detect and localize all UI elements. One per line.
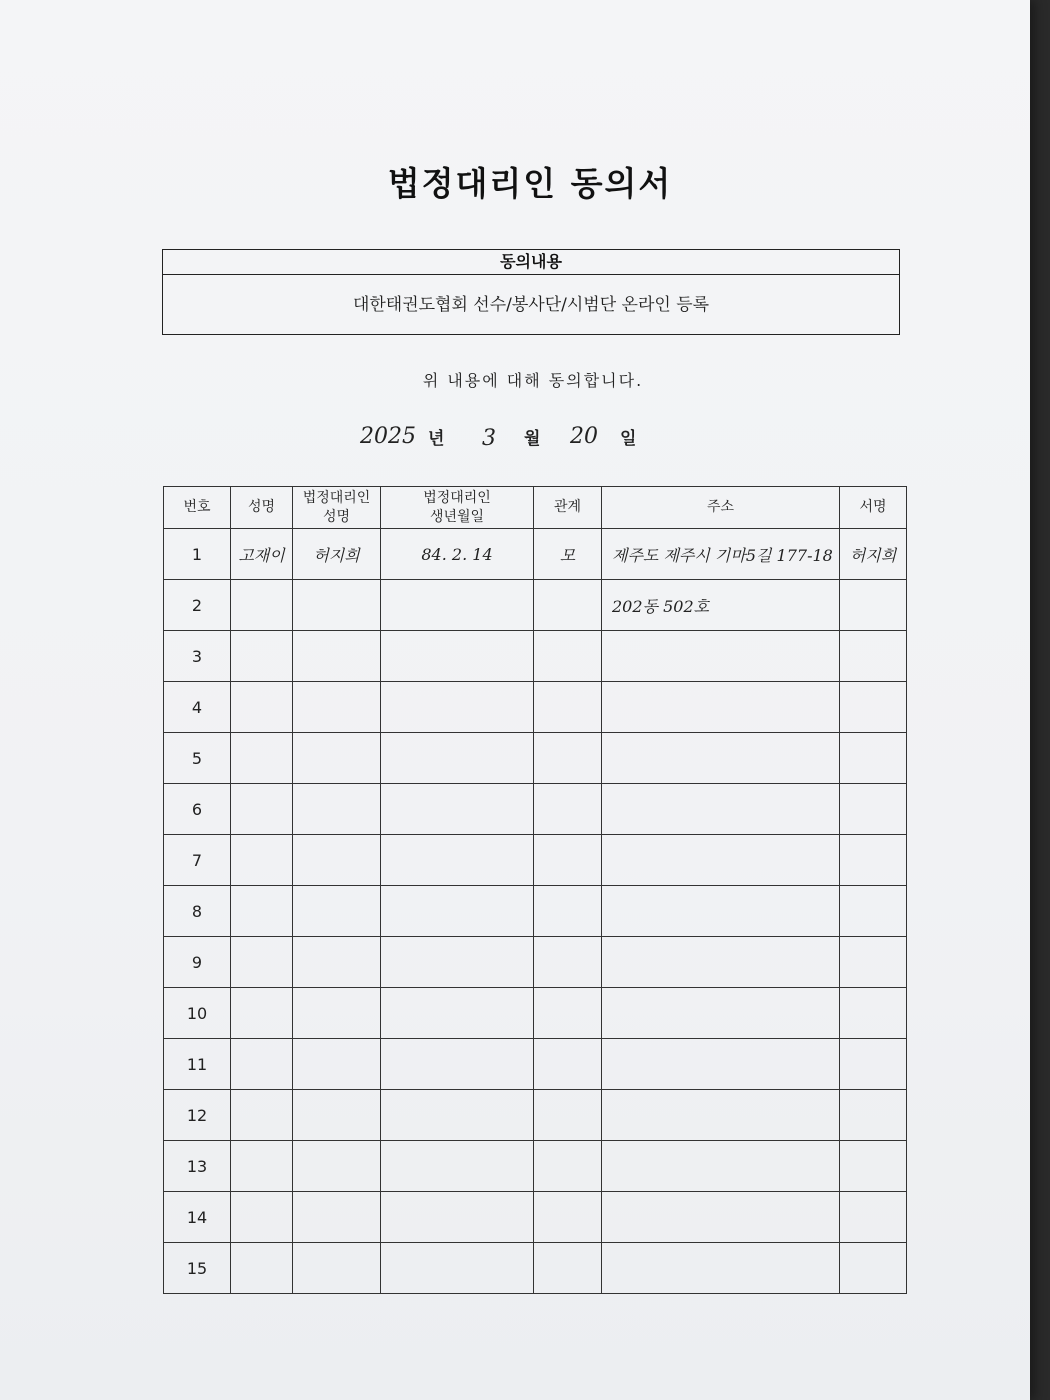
header-guardian-birth: 법정대리인 생년월일	[381, 487, 534, 529]
row-guardian-name	[293, 1090, 381, 1141]
row-relation	[534, 886, 602, 937]
row-name	[231, 631, 293, 682]
row-guardian-birth	[381, 988, 534, 1039]
row-signature	[840, 937, 907, 988]
table-row	[164, 886, 907, 937]
date-day: 20	[570, 424, 598, 449]
row-address	[602, 631, 840, 682]
row-guardian-name	[293, 733, 381, 784]
row-address	[602, 1090, 840, 1141]
row-number: 12	[164, 1090, 231, 1141]
row-guardian-birth	[381, 937, 534, 988]
row-signature	[840, 580, 907, 631]
table-row	[164, 1090, 907, 1141]
row-relation	[534, 733, 602, 784]
row-address	[602, 1039, 840, 1090]
row-address	[602, 1192, 840, 1243]
row-guardian-birth	[381, 682, 534, 733]
row-guardian-birth	[381, 1090, 534, 1141]
table-row	[164, 1141, 907, 1192]
row-guardian-name	[293, 1141, 381, 1192]
row-signature	[840, 1039, 907, 1090]
table-row	[164, 784, 907, 835]
row-number: 4	[164, 682, 231, 733]
row-address	[602, 682, 840, 733]
row-signature	[840, 733, 907, 784]
row-relation: 모	[534, 529, 602, 580]
header-number: 번호	[164, 487, 231, 529]
consent-box	[162, 249, 900, 335]
row-relation	[534, 1243, 602, 1294]
row-number: 3	[164, 631, 231, 682]
table-row	[164, 1192, 907, 1243]
row-name	[231, 1243, 293, 1294]
row-guardian-birth	[381, 835, 534, 886]
row-relation	[534, 1192, 602, 1243]
date-month-label: 월	[524, 429, 541, 449]
row-guardian-name: 허지희	[293, 529, 381, 580]
row-address: 202동 502호	[602, 580, 840, 631]
row-name	[231, 733, 293, 784]
row-guardian-name	[293, 988, 381, 1039]
row-signature	[840, 784, 907, 835]
row-name	[231, 784, 293, 835]
row-name	[231, 1141, 293, 1192]
header-address: 주소	[602, 487, 840, 529]
row-name	[231, 886, 293, 937]
table-row	[164, 631, 907, 682]
table-row	[164, 988, 907, 1039]
header-name: 성명	[231, 487, 293, 529]
row-name	[231, 988, 293, 1039]
row-address	[602, 784, 840, 835]
row-guardian-birth	[381, 886, 534, 937]
header-guardian-name: 법정대리인 성명	[293, 487, 381, 529]
row-address	[602, 937, 840, 988]
row-address: 제주도 제주시 기마5길 177-18	[602, 529, 840, 580]
row-signature	[840, 886, 907, 937]
row-relation	[534, 1090, 602, 1141]
row-number: 11	[164, 1039, 231, 1090]
row-number: 7	[164, 835, 231, 886]
row-number: 13	[164, 1141, 231, 1192]
table-row	[164, 1243, 907, 1294]
row-address	[602, 1141, 840, 1192]
consent-header: 동의내용	[163, 250, 899, 275]
row-name	[231, 1192, 293, 1243]
row-number: 9	[164, 937, 231, 988]
row-number: 2	[164, 580, 231, 631]
row-name	[231, 937, 293, 988]
table-row	[164, 682, 907, 733]
row-name	[231, 835, 293, 886]
row-guardian-name	[293, 1243, 381, 1294]
row-address	[602, 988, 840, 1039]
row-guardian-birth	[381, 784, 534, 835]
row-name	[231, 1090, 293, 1141]
row-guardian-name	[293, 886, 381, 937]
row-guardian-name	[293, 631, 381, 682]
row-signature	[840, 1141, 907, 1192]
row-guardian-birth	[381, 1192, 534, 1243]
table-row	[164, 835, 907, 886]
row-address	[602, 886, 840, 937]
row-signature	[840, 1243, 907, 1294]
row-address	[602, 835, 840, 886]
row-number: 10	[164, 988, 231, 1039]
row-relation	[534, 682, 602, 733]
row-number: 5	[164, 733, 231, 784]
row-relation	[534, 784, 602, 835]
table-row	[164, 937, 907, 988]
date-year-label: 년	[428, 429, 445, 449]
row-signature	[840, 631, 907, 682]
row-number: 1	[164, 529, 231, 580]
header-relation: 관계	[534, 487, 602, 529]
row-signature	[840, 835, 907, 886]
row-guardian-name	[293, 784, 381, 835]
row-address	[602, 1243, 840, 1294]
row-name	[231, 682, 293, 733]
table-row	[164, 529, 907, 580]
row-guardian-name	[293, 835, 381, 886]
row-name: 고재이	[231, 529, 293, 580]
row-signature	[840, 988, 907, 1039]
row-guardian-birth	[381, 1243, 534, 1294]
table-row	[164, 1039, 907, 1090]
row-guardian-birth	[381, 580, 534, 631]
agreement-statement: 위 내용에 대해 동의합니다.	[422, 371, 644, 390]
date-month: 3	[482, 426, 496, 451]
date-year: 2025	[360, 424, 416, 449]
row-relation	[534, 1039, 602, 1090]
row-guardian-birth	[381, 733, 534, 784]
row-relation	[534, 988, 602, 1039]
row-number: 14	[164, 1192, 231, 1243]
date-day-label: 일	[620, 429, 637, 449]
row-guardian-birth	[381, 1039, 534, 1090]
document-title: 법정대리인 동의서	[387, 164, 673, 203]
row-guardian-name	[293, 580, 381, 631]
row-number: 6	[164, 784, 231, 835]
consent-content: 대한태권도협회 선수/봉사단/시범단 온라인 등록	[352, 295, 710, 315]
row-address	[602, 733, 840, 784]
table-row	[164, 733, 907, 784]
table-row	[164, 580, 907, 631]
row-number: 15	[164, 1243, 231, 1294]
date-line	[0, 420, 1050, 460]
row-signature	[840, 1090, 907, 1141]
row-guardian-birth: 84. 2. 14	[381, 529, 534, 580]
row-relation	[534, 1141, 602, 1192]
row-signature: 허지희	[840, 529, 907, 580]
row-relation	[534, 937, 602, 988]
row-guardian-name	[293, 937, 381, 988]
row-relation	[534, 835, 602, 886]
row-name	[231, 580, 293, 631]
row-guardian-name	[293, 682, 381, 733]
registration-table	[163, 486, 907, 1294]
row-guardian-birth	[381, 1141, 534, 1192]
row-relation	[534, 631, 602, 682]
row-guardian-name	[293, 1039, 381, 1090]
row-signature	[840, 1192, 907, 1243]
table-body	[164, 529, 907, 1294]
row-guardian-birth	[381, 631, 534, 682]
table-header-row	[164, 487, 907, 529]
row-guardian-name	[293, 1192, 381, 1243]
row-signature	[840, 682, 907, 733]
header-signature: 서명	[840, 487, 907, 529]
row-relation	[534, 580, 602, 631]
row-name	[231, 1039, 293, 1090]
row-number: 8	[164, 886, 231, 937]
